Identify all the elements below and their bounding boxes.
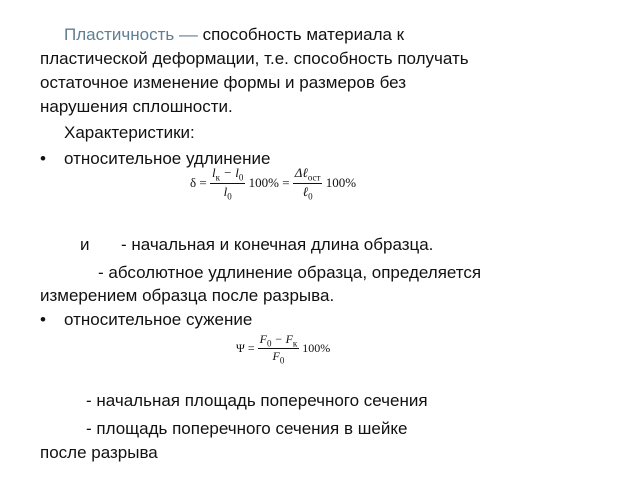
fraction-2-denominator: ℓ$_0$	[302, 183, 313, 202]
definition-line-3: остаточное изменение формы и размеров без	[40, 73, 407, 92]
definition-line-2: пластической деформации, т.е. способность получать	[40, 49, 469, 68]
fraction-1-numerator: $l_к - l_0$	[211, 165, 244, 183]
formula-delta-lhs: δ =	[190, 175, 207, 191]
term-dash: ––	[178, 25, 198, 44]
formula-fraction-3	[258, 332, 300, 366]
bullet-2-dot: •	[40, 310, 46, 329]
bullet-1-dot: •	[40, 149, 46, 168]
contraction-note-2-line-2: после разрыва	[40, 443, 158, 462]
elongation-formula	[190, 165, 356, 201]
elongation-note-1	[80, 234, 433, 255]
definition-line-1-text: способность материала к	[197, 25, 405, 44]
contraction-note-1: - начальная площадь поперечного сечения	[86, 391, 428, 410]
formula-psi-lhs: Ψ =	[236, 341, 255, 356]
definition-line-1	[64, 24, 404, 45]
note-1-text: - начальная и конечная длина образца.	[120, 235, 434, 254]
fraction-2-numerator: Δℓ$_{ост}$	[294, 165, 321, 183]
formula-mid: 100% =	[248, 175, 290, 191]
characteristics-heading: Характеристики:	[64, 123, 195, 142]
elongation-label: относительное удлинение	[64, 149, 271, 168]
contraction-formula	[236, 332, 330, 366]
formula-fraction-2	[293, 165, 323, 201]
definition-line-4: нарушения сплошности.	[40, 97, 233, 116]
formula-end: 100%	[325, 175, 357, 191]
contraction-label: относительное сужение	[64, 310, 253, 329]
fraction-3-numerator: $F_0 - F_к$	[259, 332, 298, 349]
elongation-note-2-line-1: - абсолютное удлинение образца, определяется	[98, 263, 482, 282]
term-plasticity: Пластичность	[64, 25, 175, 44]
formula-end-2: 100%	[302, 341, 331, 356]
formula-fraction-1	[210, 165, 245, 201]
note-1-prefix: и	[80, 235, 90, 254]
fraction-1-denominator: $l_0$	[223, 183, 232, 202]
contraction-note-2-line-1: - площадь поперечного сечения в шейке	[86, 419, 408, 438]
fraction-3-denominator: $F_0$	[272, 349, 285, 366]
elongation-note-2-line-2: измерением образца после разрыва.	[40, 286, 335, 305]
